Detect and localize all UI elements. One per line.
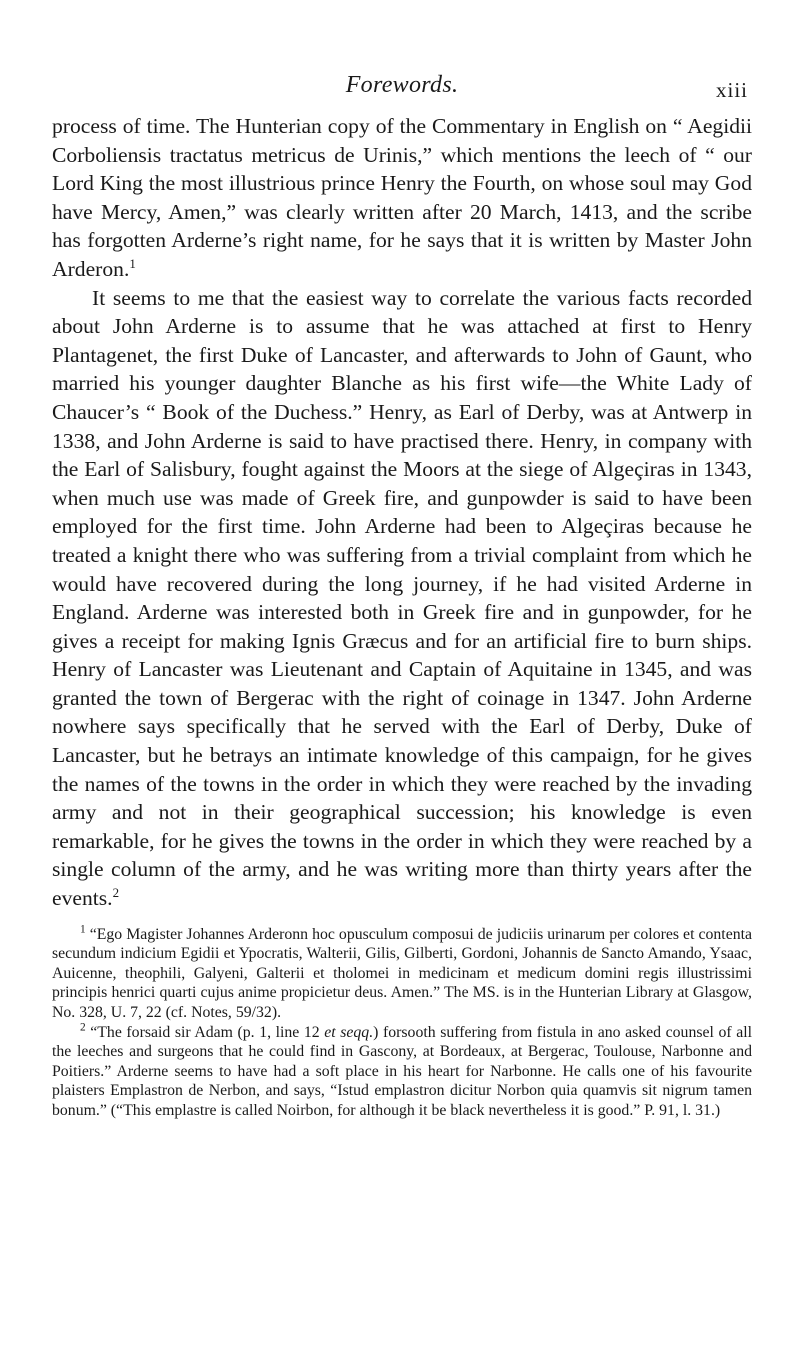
page-header [52,72,752,112]
footnote-1 [52,925,752,1023]
footnote-1-text: “Ego Magister Johannes Arderonn hoc opusculum composui de judiciis urinarum per colores et contenta secundum indicium Egidii et Ypocratis, Walterii, Gilis, Gilberti, Gordoni, Johannis de Sancto Amando, Ysaac, Auicenne, theophili, Galyeni, Galterii et tholomei in medicinam et medicum domini regis illustrissimi principis henrici quarti cujus anime propicietur deus. Amen.” The MS. is in the Hunterian Library at Glasgow, No. 328, U. 7, 22 (cf. Notes, 59/32). [52,925,753,1021]
paragraph-2 [52,284,752,913]
paragraph-1-text: process of time. The Hunterian copy of the Commentary in English on “ Aegidii Corboliensis tractatus metricus de Urinis,” which mentions the leech of “ our Lord King the most illustrious prince Henry the Fourth, on whose soul may God have Mercy, Amen,” was clearly written after 20 March, 1413, and the scribe has forgotten Arderne’s right name, for he says that it is written by Master John Arderon. [52,114,752,281]
paragraph-1 [52,112,752,284]
footnote-ref-1[interactable]: 1 [129,255,136,271]
main-text [52,112,752,913]
footnote-2-italic: et seqq. [324,1023,374,1041]
footnotes [52,925,752,1121]
footnote-2-text-a: “The forsaid sir Adam (p. 1, line 12 [90,1023,325,1041]
book-page [52,72,752,1121]
footnote-1-number: 1 [80,923,86,936]
footnote-2-text-b: ) forsooth suffering from fistula in ano asked counsel of all the leeches and surgeons that he could find in Gascony, at Bordeaux, at Bergerac, Toulouse, Narbonne and Poitiers.” Arderne seems to have had a soft place in his heart for Narbonne. He calls one of his favourite plaisters Emplastron de Nerbon, and says, “Istud emplastron dicitur Norbon quia quamvis sit nigrum tamen bonum.” (“This emplastre is called Noirbon, for although it be black nevertheless it is good.” P. 91, l. 31.) [52,1023,752,1119]
footnote-2 [52,1023,752,1121]
paragraph-2-text: It seems to me that the easiest way to correlate the various facts recorded about John Arderne is to assume that he was attached at first to Henry Plantagenet, the first Duke of Lancaster, and afterwards to John of Gaunt, who married his younger daughter Blanche as his first wife—the White Lady of Chaucer’s “ Book of the Duchess.” Henry, as Earl of Derby, was at Antwerp in 1338, and John Arderne is said to have practised there. Henry, in company with the Earl of Salisbury, fought against the Moors at the siege of Algeçiras in 1343, when much use was made of Greek fire, and gunpowder is said to have been employed for the first time. John Arderne had been to Algeçiras because he treated a knight there who was suffering from a trivial complaint from which he would have recovered during the long journey, if he had visited Arderne in England. Arderne was interested both in Greek fire and in gunpowder, for he gives a receipt for making Ignis Græcus and for an artificial fire to burn ships. Henry of Lancaster was Lieutenant and Captain of Aquitaine in 1345, and was granted the town of Bergerac with the right of coinage in 1347. John Arderne nowhere says specifically that he served with the Earl of Derby, Duke of Lancaster, but he betrays an intimate knowledge of this campaign, for he gives the names of the towns in the order in which they were reached by the invading army and not in their geographical succession; his knowledge is even remarkable, for he gives the towns in the order in which they were reached by a single column of the army, and he was writing more than thirty years after the events. [52,285,752,911]
page-number: xiii [715,78,748,102]
footnote-2-number: 2 [80,1021,86,1034]
running-title: Forewords. [345,72,459,98]
footnote-ref-2[interactable]: 2 [112,884,120,900]
